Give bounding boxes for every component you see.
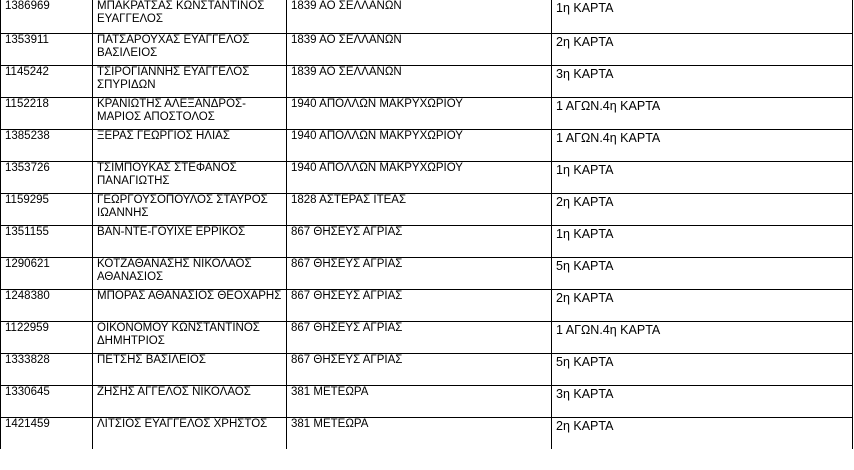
player-name-cell: ΜΠΑΚΡΑΤΣΑΣ ΚΩΝΣΤΑΝΤΙΝΟΣ ΕΥΑΓΓΕΛΟΣ xyxy=(93,0,287,33)
team-cell: 867 ΘΗΣΕΥΣ ΑΓΡΙΑΣ xyxy=(287,321,552,353)
player-name-cell: ΚΡΑΝΙΩΤΗΣ ΑΛΕΞΑΝΔΡΟΣ-ΜΑΡΙΟΣ ΑΠΟΣΤΟΛΟΣ xyxy=(93,97,287,129)
card-count-cell: 2η ΚΑΡΤΑ xyxy=(552,193,853,225)
team-cell: 1839 ΑΟ ΣΕΛΛΑΝΩΝ xyxy=(287,65,552,97)
table-row xyxy=(1,161,853,193)
table-row xyxy=(1,129,853,161)
player-id-cell: 1353726 xyxy=(1,161,93,193)
player-name-cell: ΛΙΤΣΙΟΣ ΕΥΑΓΓΕΛΟΣ ΧΡΗΣΤΟΣ xyxy=(93,417,287,449)
card-count-cell: 2η ΚΑΡΤΑ xyxy=(552,33,853,65)
player-id-cell: 1351155 xyxy=(1,225,93,257)
table-row xyxy=(1,289,853,321)
table-row xyxy=(1,0,853,33)
table-row xyxy=(1,65,853,97)
card-count-cell: 1η ΚΑΡΤΑ xyxy=(552,161,853,193)
card-count-cell: 1η ΚΑΡΤΑ xyxy=(552,0,853,33)
player-id-cell: 1353911 xyxy=(1,33,93,65)
player-id-cell: 1248380 xyxy=(1,289,93,321)
player-name-cell: ΚΟΤΖΑΘΑΝΑΣΗΣ ΝΙΚΟΛΑΟΣ ΑΘΑΝΑΣΙΟΣ xyxy=(93,257,287,289)
player-name-cell: ΤΣΙΡΟΓΙΑΝΝΗΣ ΕΥΑΓΓΕΛΟΣ ΣΠΥΡΙΔΩΝ xyxy=(93,65,287,97)
player-name-cell: ΠΑΤΣΑΡΟΥΧΑΣ ΕΥΑΓΓΕΛΟΣ ΒΑΣΙΛΕΙΟΣ xyxy=(93,33,287,65)
player-name-cell: ΞΕΡΑΣ ΓΕΩΡΓΙΟΣ ΗΛΙΑΣ xyxy=(93,129,287,161)
penalty-table-body xyxy=(1,0,853,449)
card-count-cell: 3η ΚΑΡΤΑ xyxy=(552,65,853,97)
player-name-cell: ΓΕΩΡΓΟΥΣΟΠΟΥΛΟΣ ΣΤΑΥΡΟΣ ΙΩΑΝΝΗΣ xyxy=(93,193,287,225)
player-name-cell: ΜΠΟΡΑΣ ΑΘΑΝΑΣΙΟΣ ΘΕΟΧΑΡΗΣ xyxy=(93,289,287,321)
team-cell: 867 ΘΗΣΕΥΣ ΑΓΡΙΑΣ xyxy=(287,353,552,385)
table-row xyxy=(1,257,853,289)
table-row xyxy=(1,321,853,353)
table-row xyxy=(1,417,853,449)
player-name-cell: ΤΣΙΜΠΟΥΚΑΣ ΣΤΕΦΑΝΟΣ ΠΑΝΑΓΙΩΤΗΣ xyxy=(93,161,287,193)
team-cell: 381 ΜΕΤΕΩΡΑ xyxy=(287,385,552,417)
player-id-cell: 1421459 xyxy=(1,417,93,449)
player-id-cell: 1159295 xyxy=(1,193,93,225)
player-id-cell: 1385238 xyxy=(1,129,93,161)
card-count-cell: 2η ΚΑΡΤΑ xyxy=(552,417,853,449)
team-cell: 1828 ΑΣΤΕΡΑΣ ΙΤΕΑΣ xyxy=(287,193,552,225)
card-count-cell: 5η ΚΑΡΤΑ xyxy=(552,353,853,385)
team-cell: 867 ΘΗΣΕΥΣ ΑΓΡΙΑΣ xyxy=(287,289,552,321)
player-id-cell: 1333828 xyxy=(1,353,93,385)
player-name-cell: ΟΙΚΟΝΟΜΟΥ ΚΩΝΣΤΑΝΤΙΝΟΣ ΔΗΜΗΤΡΙΟΣ xyxy=(93,321,287,353)
card-count-cell: 2η ΚΑΡΤΑ xyxy=(552,289,853,321)
card-count-cell: 1η ΚΑΡΤΑ xyxy=(552,225,853,257)
team-cell: 1839 ΑΟ ΣΕΛΛΑΝΩΝ xyxy=(287,33,552,65)
card-count-cell: 5η ΚΑΡΤΑ xyxy=(552,257,853,289)
table-row xyxy=(1,385,853,417)
team-cell: 1940 ΑΠΟΛΛΩΝ ΜΑΚΡΥΧΩΡΙΟΥ xyxy=(287,161,552,193)
player-id-cell: 1152218 xyxy=(1,97,93,129)
team-cell: 381 ΜΕΤΕΩΡΑ xyxy=(287,417,552,449)
team-cell: 1940 ΑΠΟΛΛΩΝ ΜΑΚΡΥΧΩΡΙΟΥ xyxy=(287,129,552,161)
player-id-cell: 1145242 xyxy=(1,65,93,97)
player-id-cell: 1290621 xyxy=(1,257,93,289)
team-cell: 867 ΘΗΣΕΥΣ ΑΓΡΙΑΣ xyxy=(287,257,552,289)
table-row xyxy=(1,225,853,257)
table-row xyxy=(1,97,853,129)
card-count-cell: 1 ΑΓΩΝ.4η ΚΑΡΤΑ xyxy=(552,129,853,161)
team-cell: 1940 ΑΠΟΛΛΩΝ ΜΑΚΡΥΧΩΡΙΟΥ xyxy=(287,97,552,129)
table-row xyxy=(1,353,853,385)
table-row xyxy=(1,33,853,65)
team-cell: 1839 ΑΟ ΣΕΛΛΑΝΩΝ xyxy=(287,0,552,33)
player-id-cell: 1122959 xyxy=(1,321,93,353)
player-name-cell: ΠΕΤΣΗΣ ΒΑΣΙΛΕΙΟΣ xyxy=(93,353,287,385)
card-count-cell: 1 ΑΓΩΝ.4η ΚΑΡΤΑ xyxy=(552,321,853,353)
player-id-cell: 1330645 xyxy=(1,385,93,417)
card-count-cell: 3η ΚΑΡΤΑ xyxy=(552,385,853,417)
card-count-cell: 1 ΑΓΩΝ.4η ΚΑΡΤΑ xyxy=(552,97,853,129)
player-name-cell: ΖΗΣΗΣ ΑΓΓΕΛΟΣ ΝΙΚΟΛΑΟΣ xyxy=(93,385,287,417)
player-id-cell: 1386969 xyxy=(1,0,93,33)
team-cell: 867 ΘΗΣΕΥΣ ΑΓΡΙΑΣ xyxy=(287,225,552,257)
table-row xyxy=(1,193,853,225)
player-name-cell: ΒΑΝ-ΝΤΕ-ΓΟΥΙΧΕ ΕΡΡΙΚΟΣ xyxy=(93,225,287,257)
